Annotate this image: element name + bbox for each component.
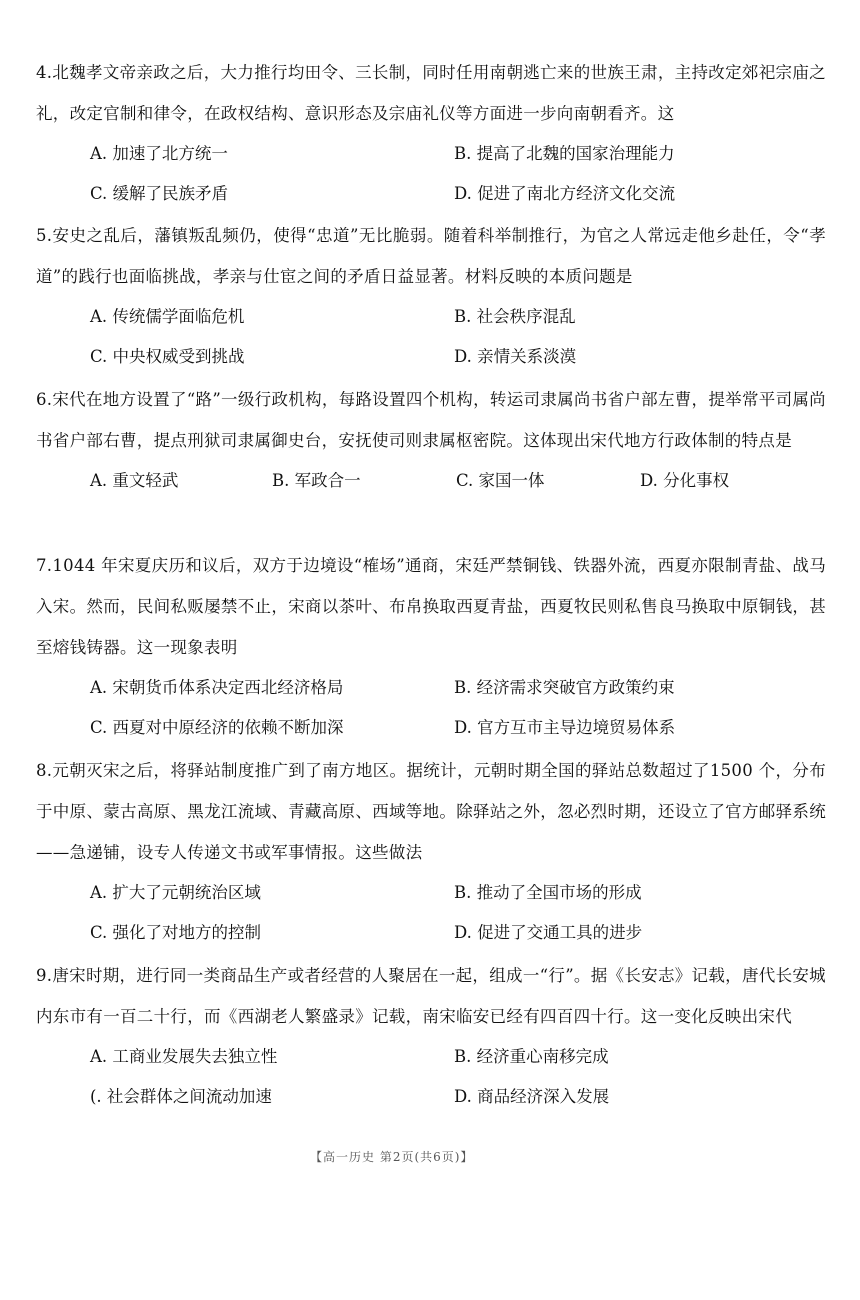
question-stem: 5.安史之乱后，藩镇叛乱频仍，使得“忠道”无比脆弱。随着科举制推行，为官之人常远走他乡赴任，令“孝道”的践行也面临挑战，孝亲与仕宦之间的矛盾日益显著。材料反映的本质问题是 bbox=[36, 226, 826, 286]
option-row bbox=[36, 708, 826, 748]
option-a: A. 工商业发展失去独立性 bbox=[90, 1047, 278, 1066]
option-c: C. 中央权威受到挑战 bbox=[90, 347, 245, 366]
option-c: C. 强化了对地方的控制 bbox=[90, 923, 262, 942]
page-footer: 【高一历史 第2页(共6页)】 bbox=[310, 1150, 474, 1164]
option-b: B. 提高了北魏的国家治理能力 bbox=[454, 144, 675, 163]
option-d: D. 亲情关系淡漠 bbox=[454, 347, 577, 366]
option-c: (. 社会群体之间流动加速 bbox=[90, 1087, 272, 1106]
option-b: B. 推动了全国市场的形成 bbox=[454, 883, 642, 902]
question-4 bbox=[36, 52, 826, 214]
option-row bbox=[36, 297, 826, 337]
option-c: C. 西夏对中原经济的依赖不断加深 bbox=[90, 718, 344, 737]
option-a: A. 传统儒学面临危机 bbox=[90, 307, 245, 326]
option-row bbox=[36, 337, 826, 377]
option-row bbox=[36, 668, 826, 708]
option-d: D. 分化事权 bbox=[640, 471, 730, 490]
option-b: B. 社会秩序混乱 bbox=[454, 307, 576, 326]
option-c: C. 家国一体 bbox=[456, 471, 545, 490]
option-row bbox=[36, 461, 826, 501]
option-a: A. 扩大了元朝统治区域 bbox=[90, 883, 261, 902]
option-row bbox=[36, 913, 826, 953]
option-b: B. 经济重心南移完成 bbox=[454, 1047, 609, 1066]
option-a: A. 重文轻武 bbox=[90, 471, 179, 490]
option-d: D. 官方互市主导边境贸易体系 bbox=[454, 718, 676, 737]
option-d: D. 商品经济深入发展 bbox=[454, 1087, 610, 1106]
question-7 bbox=[36, 545, 826, 748]
question-8 bbox=[36, 750, 826, 953]
option-d: D. 促进了交通工具的进步 bbox=[454, 923, 643, 942]
option-row bbox=[36, 134, 826, 174]
question-stem: 6.宋代在地方设置了“路”一级行政机构，每路设置四个机构，转运司隶属尚书省户部左曹，提举常平司属尚书省户部右曹，提点刑狱司隶属御史台，安抚使司则隶属枢密院。这体现出宋代地方行政体制的特点是 bbox=[36, 390, 826, 450]
question-9 bbox=[36, 955, 826, 1117]
option-c: C. 缓解了民族矛盾 bbox=[90, 184, 229, 203]
question-stem: 8.元朝灭宋之后，将驿站制度推广到了南方地区。据统计，元朝时期全国的驿站总数超过了1500 个，分布于中原、蒙古高原、黑龙江流域、青藏高原、西域等地。除驿站之外，忽必烈时期，还设立了官方邮驿系统——急递铺，设专人传递文书或军事情报。这些做法 bbox=[36, 761, 826, 862]
option-b: B. 经济需求突破官方政策约束 bbox=[454, 678, 675, 697]
question-6 bbox=[36, 379, 826, 501]
option-d: D. 促进了南北方经济文化交流 bbox=[454, 184, 676, 203]
question-stem: 4.北魏孝文帝亲政之后，大力推行均田令、三长制，同时任用南朝逃亡来的世族王肃，主持改定郊祀宗庙之礼，改定官制和律令，在政权结构、意识形态及宗庙礼仪等方面进一步向南朝看齐。这 bbox=[36, 63, 826, 123]
option-a: A. 宋朝货币体系决定西北经济格局 bbox=[90, 678, 344, 697]
option-row bbox=[36, 1037, 826, 1077]
question-stem: 7.1044 年宋夏庆历和议后，双方于边境设“榷场”通商，宋廷严禁铜钱、铁器外流，西夏亦限制青盐、战马入宋。然而，民间私贩屡禁不止，宋商以茶叶、布帛换取西夏青盐，西夏牧民则私售良马换取中原铜钱，甚至熔钱铸器。这一现象表明 bbox=[36, 556, 826, 657]
question-stem: 9.唐宋时期，进行同一类商品生产或者经营的人聚居在一起，组成一“行”。据《长安志》记载，唐代长安城内东市有一百二十行，而《西湖老人繁盛录》记载，南宋临安已经有四百四十行。这一变化反映出宋代 bbox=[36, 966, 826, 1026]
option-b: B. 军政合一 bbox=[272, 471, 361, 490]
question-5 bbox=[36, 215, 826, 377]
option-a: A. 加速了北方统一 bbox=[90, 144, 228, 163]
option-row bbox=[36, 1077, 826, 1117]
option-row bbox=[36, 174, 826, 214]
option-row bbox=[36, 873, 826, 913]
